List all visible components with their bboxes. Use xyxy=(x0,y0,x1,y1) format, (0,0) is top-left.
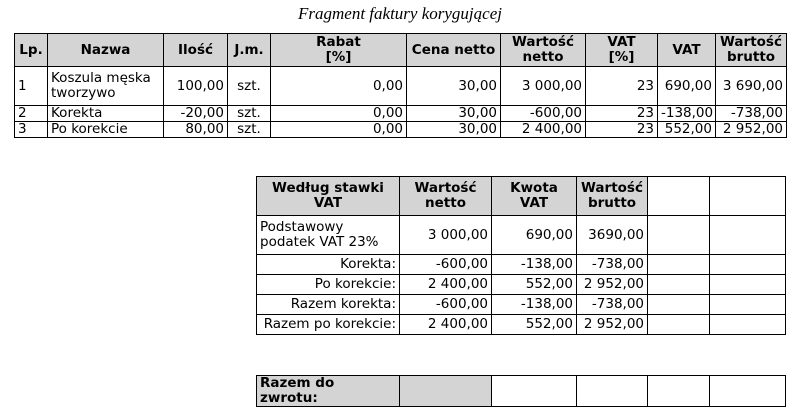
header-kwota-vat xyxy=(492,177,577,216)
empty-cell xyxy=(577,376,648,407)
header-wartosc-netto xyxy=(501,34,586,67)
refund-total-label: Razem do zwrotu: xyxy=(257,376,400,407)
cell-netto: -600,00 xyxy=(400,255,492,275)
table-row xyxy=(257,255,786,275)
header-wartosc-brutto-line1: Wartość xyxy=(720,34,782,50)
header-brutto xyxy=(577,177,648,216)
empty-cell xyxy=(648,376,710,407)
header-brutto-line2: brutto xyxy=(587,195,637,211)
cell-netto: 3 000,00 xyxy=(501,67,586,106)
table-row xyxy=(257,216,786,255)
header-vat: VAT xyxy=(658,34,716,67)
row-label: Korekta: xyxy=(257,255,400,275)
refund-total-shaded-cell xyxy=(400,376,492,407)
cell-ilosc: 80,00 xyxy=(164,122,228,138)
cell-brutto: 3690,00 xyxy=(577,216,648,255)
cell-nazwa-line1: Koszula męska xyxy=(51,70,151,86)
header-wartosc-brutto xyxy=(716,34,787,67)
empty-cell xyxy=(648,255,710,275)
cell-brutto: -738,00 xyxy=(577,255,648,275)
cell-vat: 552,00 xyxy=(492,315,577,335)
header-netto-line2: netto xyxy=(425,195,466,211)
summary-header-row xyxy=(257,177,786,216)
empty-cell xyxy=(710,295,786,315)
cell-brutto: -738,00 xyxy=(577,295,648,315)
cell-netto: 2 400,00 xyxy=(400,315,492,335)
cell-vat: -138,00 xyxy=(658,106,716,122)
cell-vat-pct: 23 xyxy=(586,122,658,138)
header-jm: J.m. xyxy=(228,34,271,67)
header-vat-pct xyxy=(586,34,658,67)
cell-cena: 30,00 xyxy=(407,67,501,106)
header-brutto-line1: Wartość xyxy=(581,180,643,196)
cell-jm: szt. xyxy=(228,67,271,106)
header-rabat-line1: Rabat xyxy=(316,34,361,50)
cell-vat: 552,00 xyxy=(658,122,716,138)
header-stawka-line1: Według stawki xyxy=(272,180,384,196)
header-netto xyxy=(400,177,492,216)
header-kwota-line2: VAT xyxy=(519,195,549,211)
empty-cell xyxy=(648,275,710,295)
header-rabat xyxy=(271,34,407,67)
table-row xyxy=(15,122,787,138)
document-title: Fragment faktury korygującej xyxy=(298,4,502,23)
cell-vat: -138,00 xyxy=(492,295,577,315)
row-label: Razem korekta: xyxy=(257,295,400,315)
empty-cell xyxy=(710,275,786,295)
header-vat-pct-line2: [%] xyxy=(608,49,635,65)
cell-lp: 3 xyxy=(15,122,48,138)
refund-total-table xyxy=(256,375,786,407)
cell-jm: szt. xyxy=(228,122,271,138)
empty-cell xyxy=(648,295,710,315)
cell-vat-pct: 23 xyxy=(586,67,658,106)
header-netto-line1: Wartość xyxy=(414,180,477,196)
table-row xyxy=(257,275,786,295)
empty-cell xyxy=(710,255,786,275)
cell-netto: 2 400,00 xyxy=(501,122,586,138)
cell-netto: 2 400,00 xyxy=(400,275,492,295)
cell-brutto: 3 690,00 xyxy=(716,67,787,106)
cell-nazwa xyxy=(48,67,164,106)
cell-brutto: -738,00 xyxy=(716,106,787,122)
header-nazwa: Nazwa xyxy=(48,34,164,67)
header-ilosc: Ilość xyxy=(164,34,228,67)
row-label-line2: podatek VAT 23% xyxy=(260,234,379,250)
row-label-line1: Podstawowy xyxy=(260,219,344,235)
header-cena-netto: Cena netto xyxy=(407,34,501,67)
cell-nazwa-line2: tworzywo xyxy=(51,85,116,101)
cell-nazwa: Po korekcie xyxy=(48,122,164,138)
vat-summary-table xyxy=(256,176,786,335)
empty-cell xyxy=(710,376,786,407)
header-vat-pct-line1: VAT xyxy=(607,34,636,50)
header-wartosc-netto-line2: netto xyxy=(522,49,564,65)
header-lp: Lp. xyxy=(15,34,48,67)
cell-nazwa: Korekta xyxy=(48,106,164,122)
header-stawka-line2: VAT xyxy=(313,195,343,211)
refund-total-row xyxy=(257,376,786,407)
cell-vat-pct: 23 xyxy=(586,106,658,122)
header-wartosc-brutto-line2: brutto xyxy=(726,49,776,65)
cell-vat: 690,00 xyxy=(658,67,716,106)
cell-rabat: 0,00 xyxy=(271,106,407,122)
empty-cell xyxy=(648,315,710,335)
empty-cell xyxy=(648,216,710,255)
cell-jm: szt. xyxy=(228,106,271,122)
header-wartosc-netto-line1: Wartość xyxy=(512,34,574,50)
row-label: Razem po korekcie: xyxy=(257,315,400,335)
header-stawka xyxy=(257,177,400,216)
cell-rabat: 0,00 xyxy=(271,122,407,138)
empty-cell xyxy=(710,216,786,255)
cell-lp: 2 xyxy=(15,106,48,122)
cell-vat: 690,00 xyxy=(492,216,577,255)
cell-cena: 30,00 xyxy=(407,122,501,138)
header-rabat-line2: [%] xyxy=(325,49,352,65)
cell-netto: -600,00 xyxy=(501,106,586,122)
table-row xyxy=(15,67,787,106)
cell-netto: 3 000,00 xyxy=(400,216,492,255)
invoice-header-row xyxy=(15,34,787,67)
cell-netto: -600,00 xyxy=(400,295,492,315)
empty-cell xyxy=(710,177,786,216)
cell-rabat: 0,00 xyxy=(271,67,407,106)
cell-vat: 552,00 xyxy=(492,275,577,295)
header-kwota-line1: Kwota xyxy=(510,180,558,196)
cell-brutto: 2 952,00 xyxy=(716,122,787,138)
row-label: Po korekcie: xyxy=(257,275,400,295)
cell-brutto: 2 952,00 xyxy=(577,275,648,295)
cell-vat: -138,00 xyxy=(492,255,577,275)
empty-cell xyxy=(648,177,710,216)
empty-cell xyxy=(710,315,786,335)
cell-cena: 30,00 xyxy=(407,106,501,122)
table-row xyxy=(15,106,787,122)
table-row xyxy=(257,315,786,335)
cell-lp: 1 xyxy=(15,67,48,106)
invoice-table xyxy=(14,33,787,138)
cell-brutto: 2 952,00 xyxy=(577,315,648,335)
row-label xyxy=(257,216,400,255)
empty-cell xyxy=(492,376,577,407)
cell-ilosc: -20,00 xyxy=(164,106,228,122)
table-row xyxy=(257,295,786,315)
cell-ilosc: 100,00 xyxy=(164,67,228,106)
